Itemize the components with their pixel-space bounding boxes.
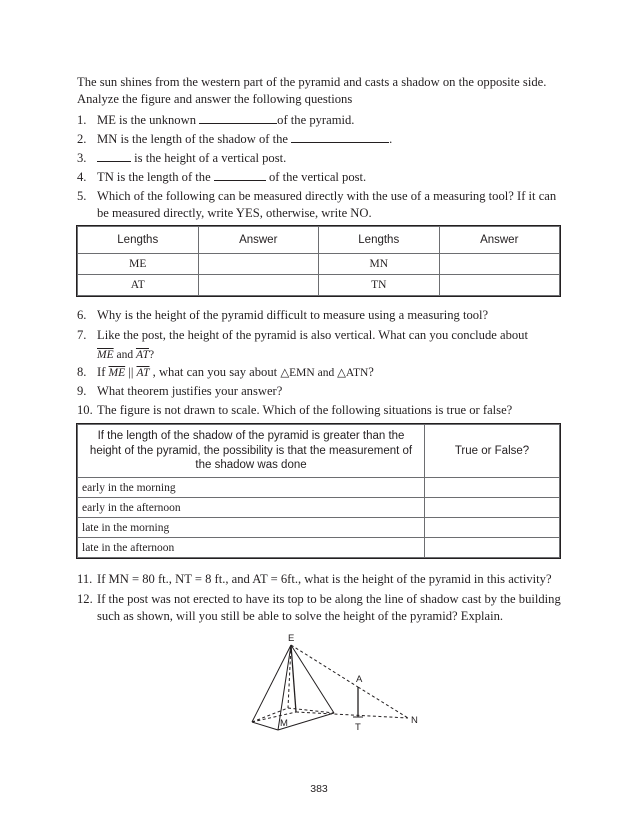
label-e: E	[288, 633, 295, 644]
table-cell: TN	[319, 275, 440, 296]
table-header-cell: Lengths	[319, 227, 440, 254]
triangle-atn: △ATN	[337, 367, 369, 379]
question-12-line-1: If the post was not erected to have its top to be along the line of shadow cast by the building	[97, 592, 561, 606]
q4-blank[interactable]	[214, 169, 266, 181]
q2-text-a: MN is the length of the shadow of the	[97, 132, 292, 146]
label-t: T	[355, 722, 361, 733]
table-row	[78, 518, 560, 538]
table-row	[78, 254, 560, 275]
segment-me: $\overline{ME}$	[108, 367, 126, 379]
table-header-row	[78, 425, 560, 478]
pyramid-base-front	[252, 722, 278, 730]
q1-number: 1.	[77, 113, 87, 127]
q8-mid: , what can you say about	[149, 365, 281, 379]
q12-number: 12.	[77, 592, 93, 606]
answer-cell[interactable]	[425, 478, 560, 498]
q5-number: 5.	[77, 189, 87, 203]
q4-text-a: TN is the length of the	[97, 170, 214, 184]
q8-and: and	[314, 367, 338, 379]
label-m: M	[280, 718, 288, 729]
answer-cell[interactable]	[425, 498, 560, 518]
q7-end: ?	[148, 349, 155, 361]
q8-if: If	[97, 365, 109, 379]
q4-text-b: of the vertical post.	[265, 170, 367, 184]
question-11: If MN = 80 ft., NT = 8 ft., and AT = 6ft., what is the height of the pyramid in this activity?	[97, 572, 552, 586]
question-5-line-1: Which of the following can be measured directly with the use of a measuring tool? If it can	[97, 189, 557, 203]
q2-number: 2.	[77, 132, 87, 146]
shadow-line-mn	[296, 712, 408, 718]
answer-cell[interactable]	[198, 275, 319, 296]
pyramid-edge-right	[291, 645, 334, 713]
table-cell: AT	[78, 275, 199, 296]
measurement-table	[77, 226, 560, 296]
question-7: Like the post, the height of the pyramid is also vertical. What can you conclude about	[97, 328, 528, 342]
q3-blank[interactable]	[97, 150, 131, 162]
table-cell: early in the morning	[78, 478, 425, 498]
answer-cell[interactable]	[425, 518, 560, 538]
q3-number: 3.	[77, 151, 87, 165]
q7-and: and	[113, 349, 136, 361]
intro-line-1: The sun shines from the western part of the pyramid and casts a shadow on the opposite side.	[77, 75, 547, 89]
pyramid-hidden-edge-back	[288, 708, 334, 713]
segment-me: $\overline{ME}$	[97, 349, 114, 361]
question-6: Why is the height of the pyramid difficult to measure using a measuring tool?	[97, 308, 489, 322]
q4-number: 4.	[77, 170, 87, 184]
answer-cell[interactable]	[425, 538, 560, 558]
parallel-symbol: ||	[125, 365, 137, 379]
q11-number: 11.	[77, 572, 93, 586]
question-7-segments	[97, 347, 154, 364]
table-cell: ME	[78, 254, 199, 275]
table-header-cell: True or False?	[425, 425, 560, 478]
pyramid-height-me	[291, 645, 296, 712]
segment-at: $\overline{AT}$	[135, 349, 149, 361]
label-n: N	[411, 715, 418, 726]
label-a: A	[356, 674, 363, 685]
intro-line-2: Analyze the figure and answer the following questions	[77, 92, 353, 106]
q8-number: 8.	[77, 365, 87, 379]
sun-ray-lower	[358, 687, 408, 718]
question-4	[97, 169, 366, 186]
table-cell: early in the afternoon	[78, 498, 425, 518]
q3-text-b: is the height of a vertical post.	[131, 151, 287, 165]
question-8	[97, 364, 374, 382]
q6-number: 6.	[77, 308, 87, 322]
table-header-cell: Lengths	[78, 227, 199, 254]
question-10: The figure is not drawn to scale. Which of the following situations is true or false?	[97, 403, 513, 417]
true-false-table	[77, 424, 560, 558]
table-header-cell: If the length of the shadow of the pyramid is greater than the height of the pyramid, the possibility is that the measurement of the shadow was done	[78, 425, 425, 478]
q10-number: 10.	[77, 403, 93, 417]
q8-end: ?	[368, 365, 374, 379]
q9-number: 9.	[77, 384, 87, 398]
table-header-row	[78, 227, 560, 254]
table-cell: late in the afternoon	[78, 538, 425, 558]
answer-cell[interactable]	[439, 275, 560, 296]
segment-at: $\overline{AT}$	[136, 367, 150, 379]
triangle-emn: △EMN	[280, 367, 315, 379]
answer-cell[interactable]	[198, 254, 319, 275]
sun-ray-upper	[291, 645, 358, 687]
table-row	[78, 275, 560, 296]
question-3	[97, 150, 286, 167]
answer-cell[interactable]	[439, 254, 560, 275]
q2-blank[interactable]	[291, 131, 389, 143]
question-12-line-2: such as shown, will you still be able to solve the height of the pyramid? Explain.	[97, 609, 504, 623]
q2-text-b: .	[389, 132, 393, 146]
page-number: 383	[310, 783, 328, 795]
table-header-cell: Answer	[198, 227, 319, 254]
table-cell: late in the morning	[78, 518, 425, 538]
question-1	[97, 112, 354, 129]
question-9: What theorem justifies your answer?	[97, 384, 283, 398]
question-5-line-2: be measured directly, write YES, otherwise, write NO.	[97, 206, 372, 220]
q7-number: 7.	[77, 328, 87, 342]
table-header-cell: Answer	[439, 227, 560, 254]
table-row	[78, 538, 560, 558]
pyramid-shadow-figure	[240, 630, 440, 740]
question-2	[97, 131, 392, 148]
table-row	[78, 498, 560, 518]
table-cell: MN	[319, 254, 440, 275]
q1-text-a: ME is the unknown	[97, 113, 200, 127]
q1-text-b: of the pyramid.	[277, 113, 355, 127]
table-row	[78, 478, 560, 498]
q1-blank[interactable]	[199, 112, 277, 124]
